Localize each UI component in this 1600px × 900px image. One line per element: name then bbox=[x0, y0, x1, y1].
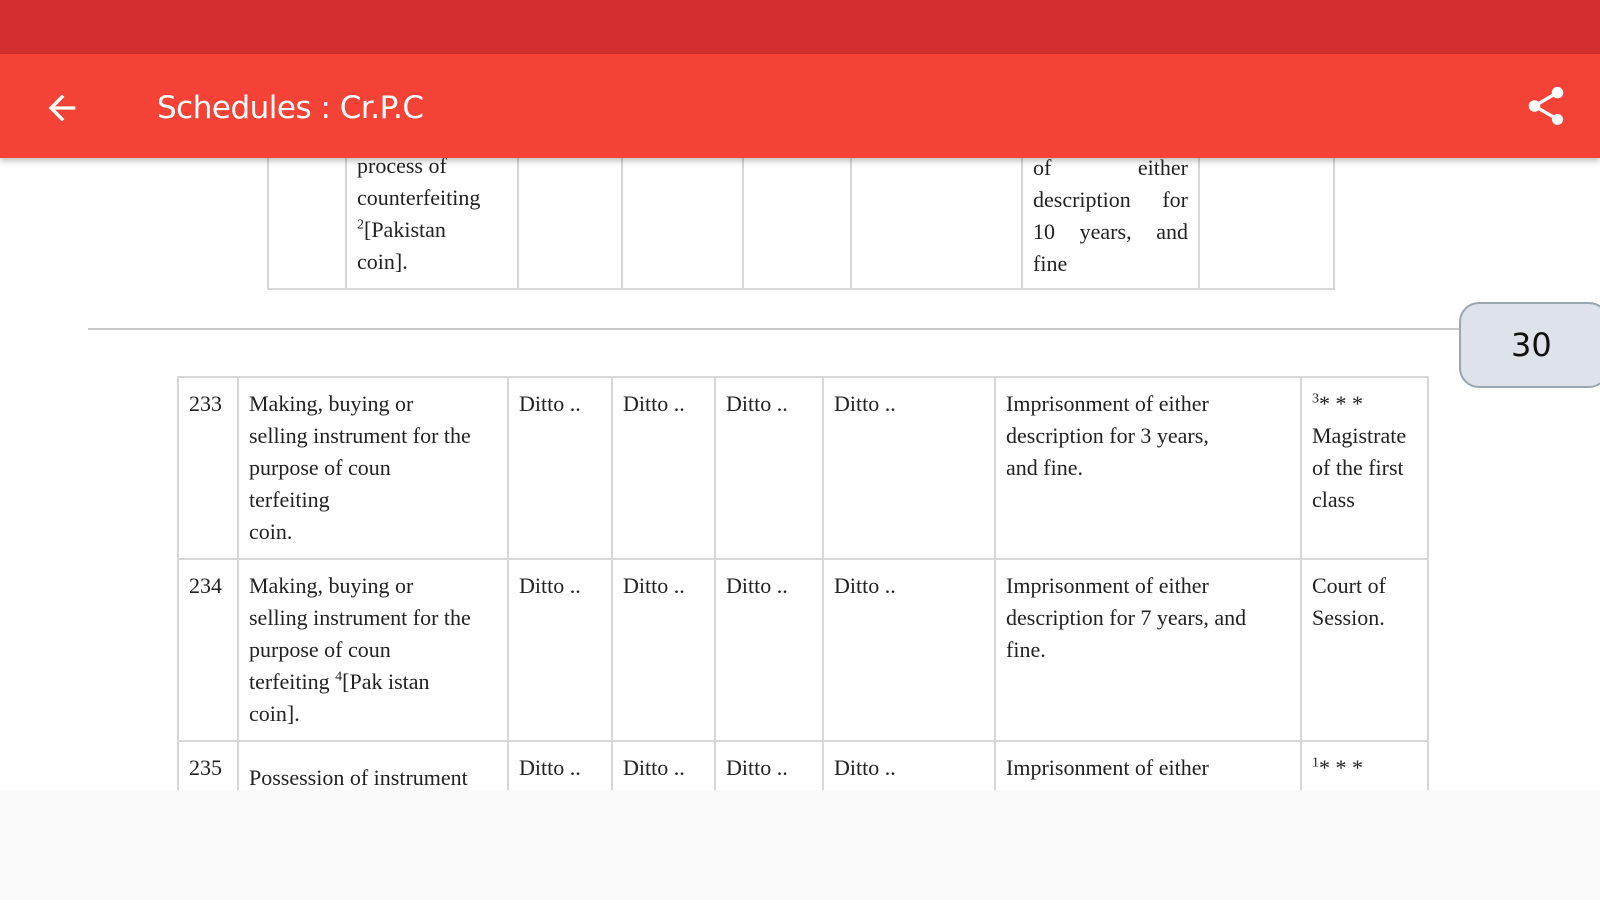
cell-line: process of bbox=[357, 158, 447, 178]
ditto-cell: Ditto .. bbox=[715, 741, 823, 790]
cell-line: purpose of coun bbox=[249, 455, 391, 480]
page-title: Schedules : Cr.P.C bbox=[157, 90, 424, 126]
ditto-cell: Ditto .. bbox=[612, 377, 715, 559]
status-bar bbox=[0, 0, 1600, 54]
ditto-cell: Ditto .. bbox=[508, 741, 612, 790]
cell-line: coin]. bbox=[357, 249, 408, 274]
cell-line: Court of bbox=[1312, 573, 1386, 598]
back-button[interactable] bbox=[38, 84, 86, 132]
offence-cell bbox=[238, 377, 508, 559]
arrow-left-icon bbox=[42, 88, 82, 128]
offence-cell bbox=[346, 158, 518, 289]
cell-line bbox=[249, 666, 497, 698]
table-cell bbox=[518, 158, 622, 289]
ditto-cell: Ditto .. bbox=[823, 377, 995, 559]
ditto-cell: Ditto .. bbox=[508, 377, 612, 559]
ditto-cell: Ditto .. bbox=[715, 377, 823, 559]
ditto-cell: Ditto .. bbox=[612, 741, 715, 790]
share-icon bbox=[1523, 83, 1569, 129]
cell-line: Imprisonment of either bbox=[1006, 391, 1209, 416]
ditto-cell: Ditto .. bbox=[612, 559, 715, 741]
table-row bbox=[178, 377, 1428, 559]
table-cell bbox=[268, 158, 346, 289]
offence-cell bbox=[238, 559, 508, 741]
cell-line: description for bbox=[1033, 187, 1188, 212]
offence-cell bbox=[238, 741, 508, 790]
footnote-marker: 2 bbox=[357, 217, 364, 233]
cell-line: fine bbox=[1033, 251, 1068, 276]
table-cell bbox=[1199, 158, 1334, 289]
cell-line: Making, buying or bbox=[249, 391, 414, 416]
cell-line: coin]. bbox=[249, 701, 300, 726]
ditto-cell: Ditto .. bbox=[823, 741, 995, 790]
omission-marks: * * * bbox=[1319, 391, 1363, 416]
document-viewer[interactable] bbox=[0, 158, 1600, 790]
court-cell bbox=[1301, 559, 1428, 741]
footnote-marker: 1 bbox=[1312, 755, 1319, 771]
ditto-cell: Ditto .. bbox=[508, 559, 612, 741]
cell-line: of either bbox=[1033, 158, 1188, 180]
cell-line: purpose of coun bbox=[249, 637, 391, 662]
table-row bbox=[268, 158, 1334, 289]
cell-line: Session. bbox=[1312, 605, 1385, 630]
section-number-cell: 233 bbox=[178, 377, 238, 559]
omission-marks: * * * bbox=[1319, 755, 1363, 780]
section-number-cell: 234 bbox=[178, 559, 238, 741]
cell-line: and fine. bbox=[1006, 455, 1083, 480]
cell-line: description for 7 years, and bbox=[1006, 605, 1247, 630]
cell-text: [Pak istan bbox=[342, 669, 430, 694]
cell-line: counterfeiting bbox=[357, 185, 481, 210]
table-cell bbox=[622, 158, 743, 289]
page-divider bbox=[88, 328, 1468, 330]
schedule-table-previous-page bbox=[267, 158, 1335, 290]
cell-line: class bbox=[1312, 487, 1355, 512]
cell-line: selling instrument for the bbox=[249, 423, 471, 448]
ditto-cell: Ditto .. bbox=[823, 559, 995, 741]
cell-line: coin. bbox=[249, 519, 293, 544]
punishment-cell bbox=[995, 741, 1301, 790]
cell-line: Magistrate bbox=[1312, 423, 1407, 448]
cell-line bbox=[1312, 752, 1417, 784]
footnote-marker: 4 bbox=[335, 669, 343, 685]
page-number-badge: 30 bbox=[1459, 302, 1600, 388]
cell-line: Imprisonment of either bbox=[1006, 755, 1209, 780]
cell-line: fine. bbox=[1006, 637, 1046, 662]
cell-line: 10 years, and bbox=[1033, 219, 1188, 244]
cell-line: description for 3 years, bbox=[1006, 423, 1209, 448]
ditto-cell: Ditto .. bbox=[715, 559, 823, 741]
cell-text: terfeiting bbox=[249, 669, 336, 694]
table-row bbox=[178, 559, 1428, 741]
schedule-table bbox=[177, 376, 1429, 790]
cell-line: Making, buying or bbox=[249, 573, 414, 598]
court-cell bbox=[1301, 741, 1428, 790]
cell-line: Imprisonment of either bbox=[1006, 573, 1209, 598]
punishment-cell bbox=[995, 559, 1301, 741]
table-cell bbox=[743, 158, 851, 289]
section-number-cell: 235 bbox=[178, 741, 238, 790]
table-cell bbox=[851, 158, 1022, 289]
cell-line: terfeiting bbox=[249, 487, 330, 512]
cell-line: of the first bbox=[1312, 455, 1404, 480]
cell-line bbox=[1312, 388, 1417, 420]
punishment-cell bbox=[1022, 158, 1199, 289]
cell-line: Possession of instrument bbox=[249, 765, 468, 790]
app-bar bbox=[0, 54, 1600, 158]
cell-text: [Pakistan bbox=[364, 217, 446, 242]
cell-line bbox=[357, 214, 507, 246]
court-cell bbox=[1301, 377, 1428, 559]
table-row bbox=[178, 741, 1428, 790]
share-button[interactable] bbox=[1520, 80, 1572, 132]
cell-line: selling instrument for the bbox=[249, 605, 471, 630]
bottom-panel bbox=[0, 790, 1600, 900]
footnote-marker: 3 bbox=[1312, 391, 1319, 407]
punishment-cell bbox=[995, 377, 1301, 559]
